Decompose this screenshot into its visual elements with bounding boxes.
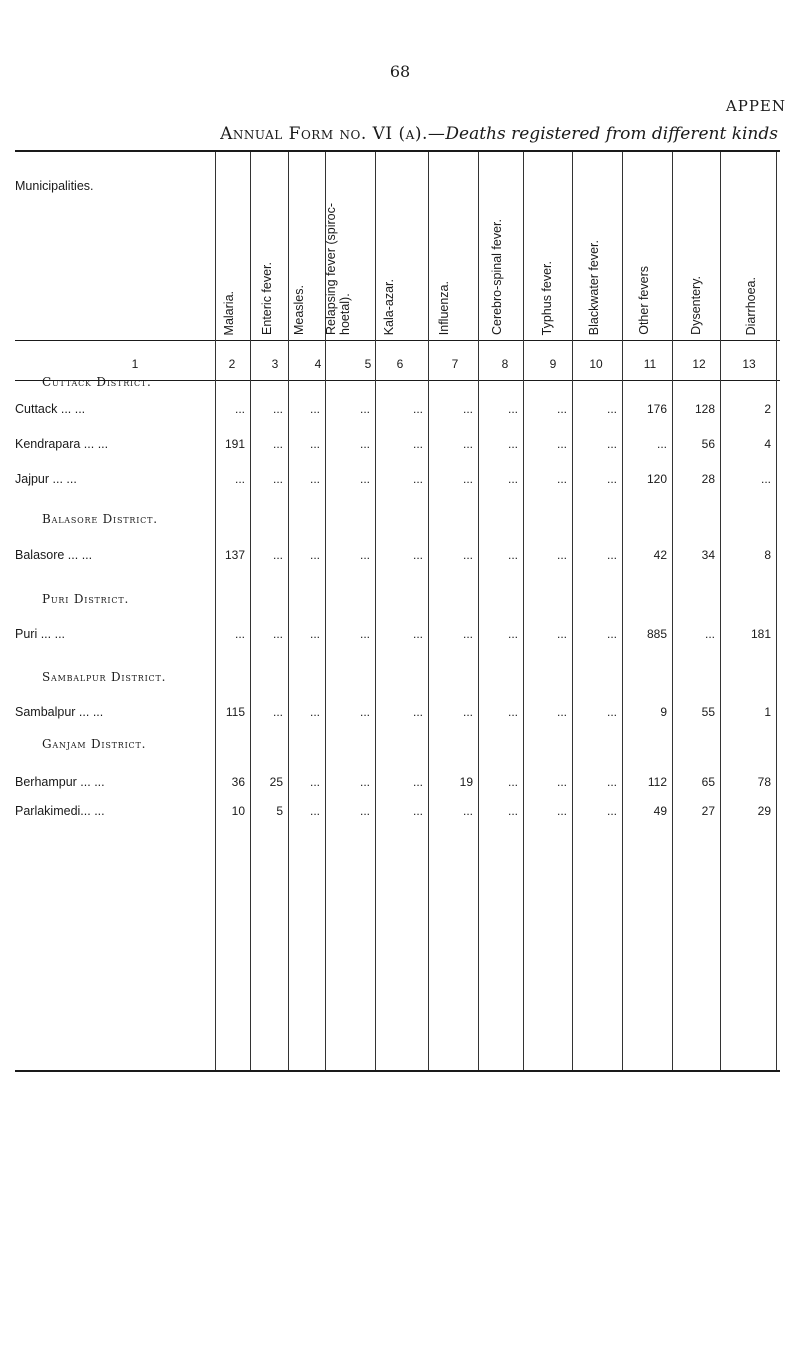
table-cell: ... bbox=[606, 627, 617, 641]
table-cell: ... bbox=[507, 548, 518, 562]
table-cell: ... bbox=[462, 402, 473, 416]
table-cell: ... bbox=[234, 472, 245, 486]
municipality-name: Jajpur ... ... bbox=[15, 472, 77, 486]
table-cell: ... bbox=[606, 775, 617, 789]
table-cell: ... bbox=[704, 627, 715, 641]
table-cell: ... bbox=[412, 804, 423, 818]
table-cell: 181 bbox=[750, 627, 771, 641]
table-cell: ... bbox=[309, 775, 320, 789]
table-cell: ... bbox=[556, 705, 567, 719]
table-cell: 112 bbox=[647, 775, 667, 789]
table-cell: ... bbox=[359, 705, 370, 719]
column-header: Blackwater fever. bbox=[587, 239, 601, 335]
district-heading: Balasore District. bbox=[42, 512, 158, 526]
municipality-name: Parlakimedi... ... bbox=[15, 804, 105, 818]
table-cell: ... bbox=[606, 804, 617, 818]
table-cell: ... bbox=[309, 627, 320, 641]
column-number: 4 bbox=[314, 357, 322, 371]
table-cell: 28 bbox=[701, 472, 715, 486]
table-cell: 2 bbox=[764, 402, 771, 416]
table-cell: 115 bbox=[225, 705, 245, 719]
district-heading: Cuttack District. bbox=[42, 375, 152, 389]
table-cell: 137 bbox=[224, 548, 245, 562]
table-cell: ... bbox=[462, 472, 473, 486]
table-cell: 176 bbox=[646, 402, 667, 416]
table-cell: ... bbox=[272, 548, 283, 562]
column-header: Enteric fever. bbox=[260, 262, 274, 335]
table-cell: ... bbox=[507, 775, 518, 789]
column-rule bbox=[478, 152, 479, 1070]
column-rule bbox=[428, 152, 429, 1070]
column-header: Dysentery. bbox=[689, 276, 703, 335]
table-cell: ... bbox=[507, 437, 518, 451]
table-cell: ... bbox=[272, 402, 283, 416]
column-header: Cerebro-spinal fever. bbox=[490, 218, 504, 335]
column-header: Measles. bbox=[292, 284, 306, 335]
column-rule bbox=[215, 152, 216, 1070]
table-cell: ... bbox=[412, 705, 423, 719]
column-header: Influenza. bbox=[437, 280, 451, 335]
column-number: 7 bbox=[451, 357, 459, 371]
municipalities-header: Municipalities. bbox=[15, 179, 94, 193]
table-cell: 36 bbox=[231, 775, 245, 789]
table-cell: 10 bbox=[231, 804, 245, 818]
table-cell: ... bbox=[462, 705, 473, 719]
form-title bbox=[220, 124, 778, 144]
table-cell: ... bbox=[272, 437, 283, 451]
table-cell: ... bbox=[556, 804, 567, 818]
table-cell: 49 bbox=[653, 804, 667, 818]
column-number: 11 bbox=[643, 357, 657, 371]
form-title-main: Deaths registered from different kinds bbox=[445, 124, 778, 144]
column-header: Typhus fever. bbox=[540, 260, 554, 335]
table-cell: 42 bbox=[653, 548, 667, 562]
column-header: Kala-azar. bbox=[382, 278, 396, 335]
column-rule bbox=[720, 152, 721, 1070]
municipality-name: Berhampur ... ... bbox=[15, 775, 105, 789]
district-heading: Ganjam District. bbox=[42, 737, 147, 751]
municipality-name: Cuttack ... ... bbox=[15, 402, 86, 416]
table-cell: ... bbox=[656, 437, 667, 451]
table-cell: ... bbox=[606, 402, 617, 416]
municipality-name: Kendrapara ... ... bbox=[15, 437, 109, 451]
table-cell: ... bbox=[309, 472, 320, 486]
table-cell: ... bbox=[309, 548, 320, 562]
table-cell: 120 bbox=[646, 472, 667, 486]
column-number: 2 bbox=[228, 357, 236, 371]
table-cell: ... bbox=[760, 472, 771, 486]
form-title-prefix: Annual Form no. VI (a).— bbox=[220, 124, 446, 144]
table-cell: ... bbox=[556, 548, 567, 562]
table-cell: ... bbox=[507, 804, 518, 818]
column-rule bbox=[288, 152, 289, 1070]
table-cell: ... bbox=[412, 548, 423, 562]
column-number: 6 bbox=[396, 357, 404, 371]
table-cell: ... bbox=[309, 402, 320, 416]
table-top-rule bbox=[15, 150, 780, 152]
table-cell: ... bbox=[359, 548, 370, 562]
table-cell: ... bbox=[462, 437, 473, 451]
table-cell: ... bbox=[556, 437, 567, 451]
table-cell: 29 bbox=[757, 804, 771, 818]
table-cell: ... bbox=[359, 775, 370, 789]
column-rule bbox=[622, 152, 623, 1070]
table-cell: ... bbox=[359, 472, 370, 486]
table-bottom-rule bbox=[15, 1070, 780, 1072]
column-rule bbox=[672, 152, 673, 1070]
table-cell: ... bbox=[556, 627, 567, 641]
table-cell: ... bbox=[412, 627, 423, 641]
table-cell: ... bbox=[359, 402, 370, 416]
table-cell: ... bbox=[272, 627, 283, 641]
column-rule bbox=[523, 152, 524, 1070]
table-cell: 1 bbox=[764, 705, 771, 719]
table-cell: ... bbox=[272, 472, 283, 486]
column-header: Other fevers bbox=[637, 266, 651, 335]
column-rule bbox=[375, 152, 376, 1070]
table-cell: 55 bbox=[701, 705, 715, 719]
column-rule bbox=[776, 152, 777, 1070]
district-heading: Puri District. bbox=[42, 592, 130, 606]
table-cell: 191 bbox=[224, 437, 245, 451]
table-cell: ... bbox=[412, 472, 423, 486]
column-header: Malaria. bbox=[222, 290, 236, 335]
table-cell: ... bbox=[462, 548, 473, 562]
column-number: 3 bbox=[271, 357, 279, 371]
municipality-name: Puri ... ... bbox=[15, 627, 66, 641]
table-cell: ... bbox=[412, 402, 423, 416]
table-cell: ... bbox=[309, 705, 320, 719]
column-header: Diarrhoea. bbox=[744, 276, 758, 335]
table-cell: ... bbox=[234, 627, 245, 641]
page-number: 68 bbox=[389, 62, 411, 81]
table-cell: 27 bbox=[701, 804, 715, 818]
table-cell: 8 bbox=[764, 548, 771, 562]
table-cell: ... bbox=[462, 627, 473, 641]
table-cell: ... bbox=[606, 437, 617, 451]
table-cell: 5 bbox=[276, 804, 283, 818]
table-cell: ... bbox=[234, 402, 245, 416]
table-cell: 34 bbox=[701, 548, 715, 562]
table-cell: ... bbox=[556, 402, 567, 416]
table-cell: ... bbox=[309, 437, 320, 451]
table-cell: ... bbox=[507, 627, 518, 641]
column-header: Relapsing fever (spiroc-hoetal). bbox=[324, 203, 352, 335]
table-cell: 78 bbox=[757, 775, 771, 789]
table-cell: ... bbox=[606, 548, 617, 562]
municipality-name: Sambalpur ... ... bbox=[15, 705, 104, 719]
table-cell: ... bbox=[412, 437, 423, 451]
column-number: 8 bbox=[501, 357, 509, 371]
table-cell: ... bbox=[309, 804, 320, 818]
table-cell: 128 bbox=[694, 402, 715, 416]
table-cell: 65 bbox=[701, 775, 715, 789]
table-cell: ... bbox=[556, 775, 567, 789]
column-rule bbox=[572, 152, 573, 1070]
table-cell: ... bbox=[606, 705, 617, 719]
table-cell: ... bbox=[507, 705, 518, 719]
table-cell: ... bbox=[359, 437, 370, 451]
table-cell: ... bbox=[556, 472, 567, 486]
table-cell: 4 bbox=[764, 437, 771, 451]
column-number: 10 bbox=[589, 357, 603, 371]
table-cell: ... bbox=[462, 804, 473, 818]
column-number: 12 bbox=[692, 357, 706, 371]
column-number: 9 bbox=[549, 357, 557, 371]
table-cell: ... bbox=[507, 472, 518, 486]
municipality-name: Balasore ... ... bbox=[15, 548, 93, 562]
appendix-heading: APPEN bbox=[725, 97, 786, 115]
column-number: 1 bbox=[131, 357, 139, 371]
table-cell: 25 bbox=[269, 775, 283, 789]
table-cell: 56 bbox=[701, 437, 715, 451]
table-cell: ... bbox=[507, 402, 518, 416]
table-cell: ... bbox=[272, 705, 283, 719]
column-number: 5 bbox=[364, 357, 372, 371]
column-number: 13 bbox=[742, 357, 756, 371]
table-cell: ... bbox=[359, 627, 370, 641]
column-rule bbox=[250, 152, 251, 1070]
district-heading: Sambalpur District. bbox=[42, 670, 167, 684]
table-cell: 885 bbox=[646, 627, 667, 641]
table-cell: ... bbox=[359, 804, 370, 818]
header-bottom-rule bbox=[15, 340, 780, 341]
table-cell: 9 bbox=[660, 705, 667, 719]
table-cell: ... bbox=[606, 472, 617, 486]
table-cell: 19 bbox=[459, 775, 473, 789]
table-cell: ... bbox=[412, 775, 423, 789]
